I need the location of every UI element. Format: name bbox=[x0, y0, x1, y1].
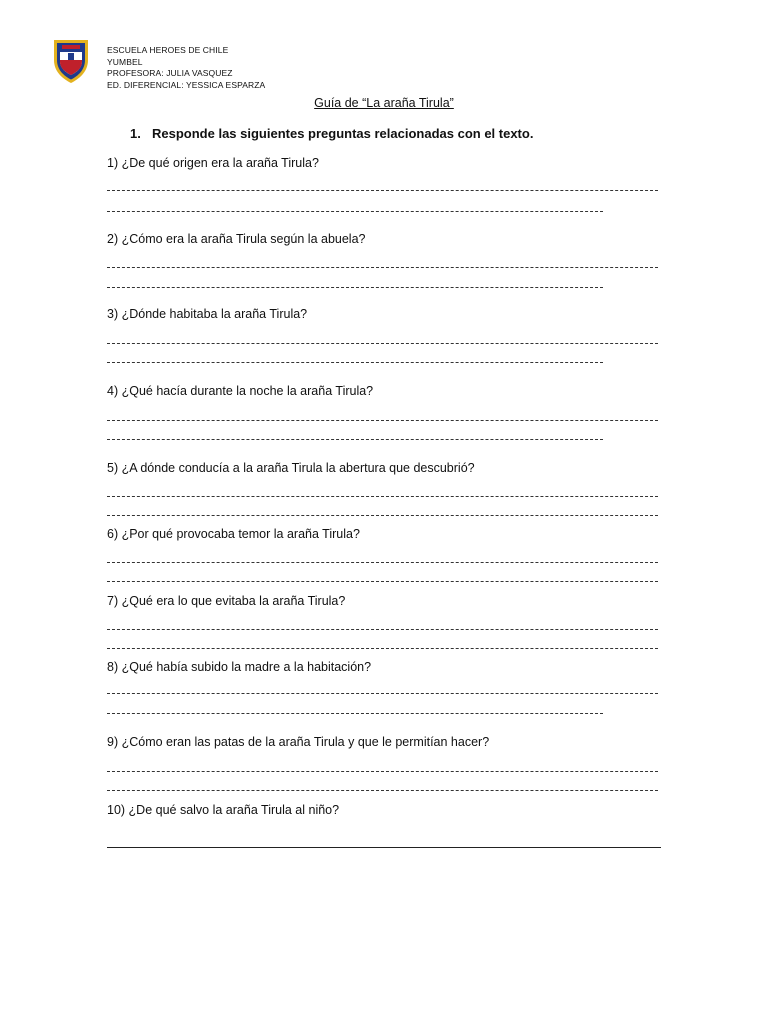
school-name: ESCUELA HEROES DE CHILE bbox=[107, 45, 229, 55]
teacher-name: PROFESORA: JULIA VASQUEZ bbox=[107, 68, 233, 79]
question-10: 10) ¿De qué salvo la araña Tirula al niño? bbox=[107, 803, 340, 817]
question-8: 8) ¿Qué había subido la madre a la habitación? bbox=[107, 660, 372, 674]
question-3: 3) ¿Dónde habitaba la araña Tirula? bbox=[107, 307, 308, 321]
answer-line[interactable] bbox=[107, 515, 658, 516]
answer-line[interactable] bbox=[107, 562, 658, 563]
answer-line[interactable] bbox=[107, 790, 658, 791]
question-4: 4) ¿Qué hacía durante la noche la araña Tirula? bbox=[107, 384, 374, 398]
answer-line[interactable] bbox=[107, 267, 658, 268]
school-crest-icon bbox=[52, 38, 90, 84]
answer-line[interactable] bbox=[107, 713, 603, 714]
answer-line[interactable] bbox=[107, 629, 658, 630]
school-header bbox=[107, 45, 265, 91]
answer-line[interactable] bbox=[107, 211, 603, 212]
special-ed-teacher: ED. DIFERENCIAL: YESSICA ESPARZA bbox=[107, 79, 266, 90]
answer-line[interactable] bbox=[107, 847, 661, 848]
question-1: 1) ¿De qué origen era la araña Tirula? bbox=[107, 156, 319, 170]
answer-line[interactable] bbox=[107, 287, 603, 288]
question-7: 7) ¿Qué era lo que evitaba la araña Tirula? bbox=[107, 594, 346, 608]
answer-line[interactable] bbox=[107, 693, 658, 694]
question-2: 2) ¿Cómo era la araña Tirula según la abuela? bbox=[107, 232, 366, 246]
question-6: 6) ¿Por qué provocaba temor la araña Tirula? bbox=[107, 527, 360, 541]
answer-line[interactable] bbox=[107, 771, 658, 772]
instruction-text: Responde las siguientes preguntas relacionadas con el texto. bbox=[152, 126, 534, 141]
school-city: YUMBEL bbox=[107, 56, 143, 67]
answer-line[interactable] bbox=[107, 581, 658, 582]
answer-line[interactable] bbox=[107, 343, 658, 344]
answer-line[interactable] bbox=[107, 496, 658, 497]
answer-line[interactable] bbox=[107, 439, 603, 440]
instruction-number: 1. bbox=[130, 126, 141, 141]
question-5: 5) ¿A dónde conducía a la araña Tirula la abertura que descubrió? bbox=[107, 461, 475, 475]
question-9: 9) ¿Cómo eran las patas de la araña Tirula y que le permitían hacer? bbox=[107, 735, 490, 749]
answer-line[interactable] bbox=[107, 190, 658, 191]
answer-line[interactable] bbox=[107, 648, 658, 649]
instruction bbox=[130, 126, 533, 141]
answer-line[interactable] bbox=[107, 362, 603, 363]
page-title bbox=[0, 96, 768, 110]
answer-line[interactable] bbox=[107, 420, 658, 421]
page-title-text: Guía de “La araña Tirula” bbox=[314, 96, 454, 110]
